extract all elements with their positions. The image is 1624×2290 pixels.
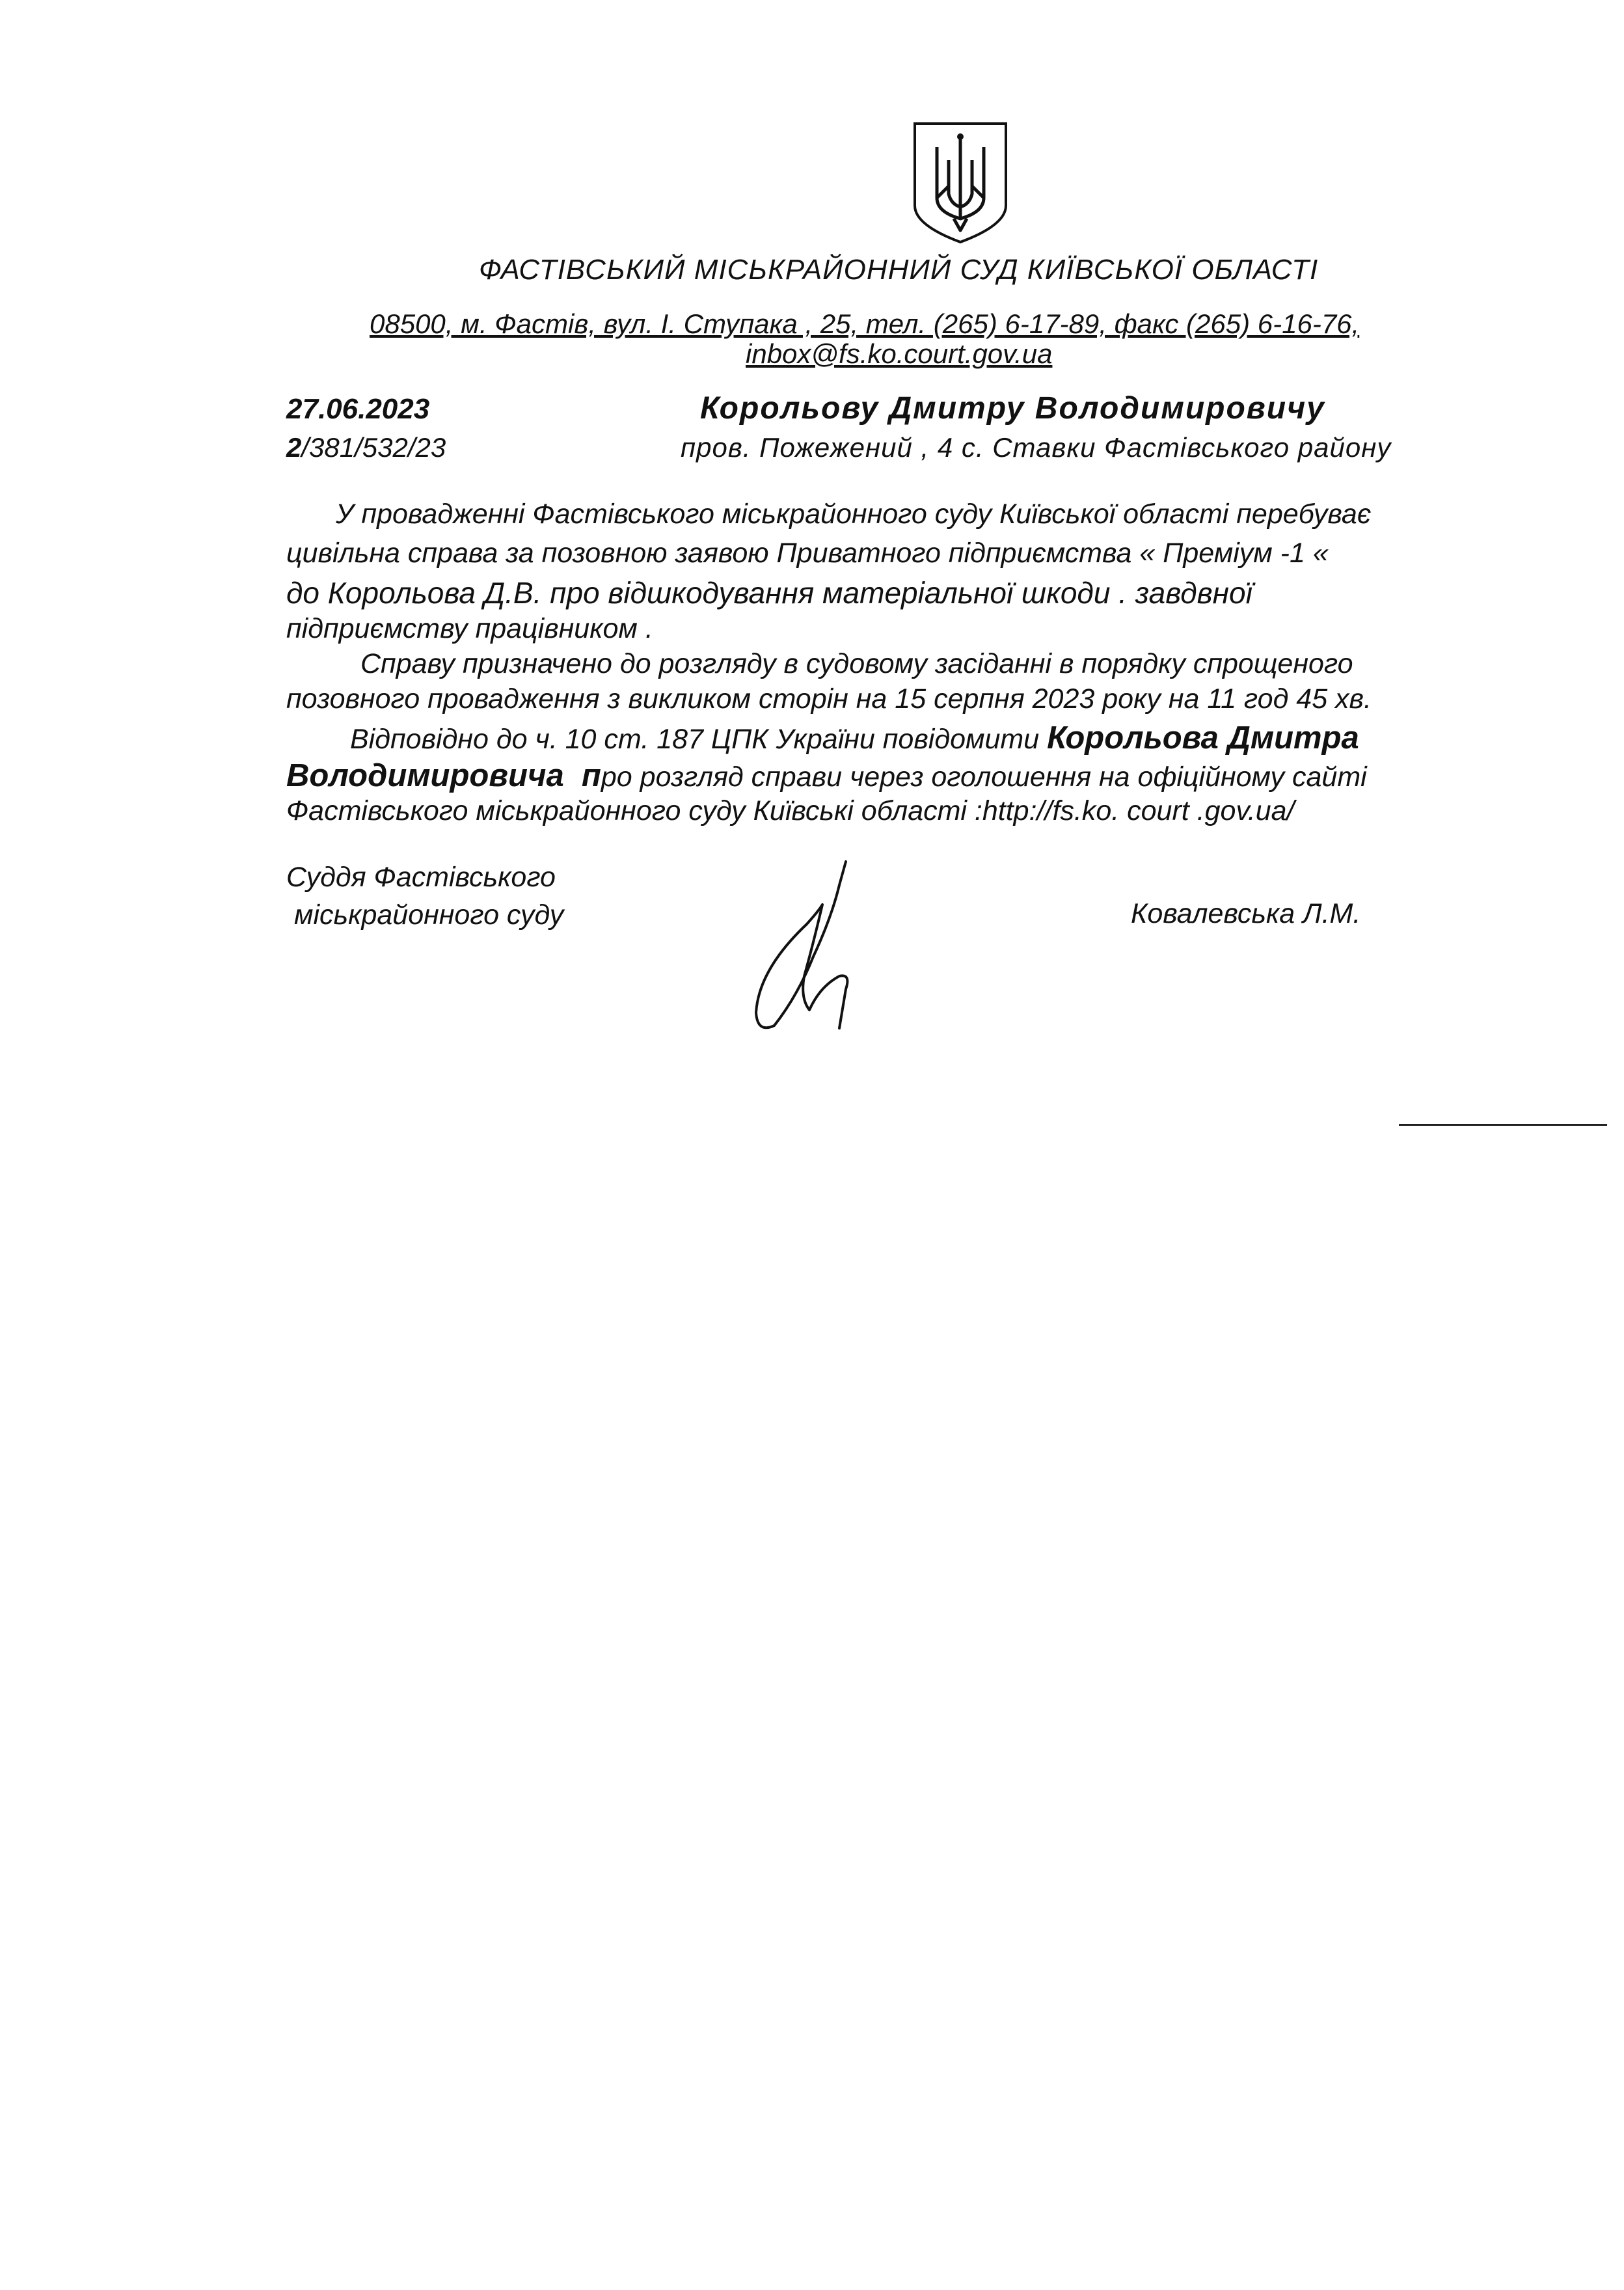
court-name: ФАСТІВСЬКИЙ МІСЬКРАЙОННИЙ СУД КИЇВСЬКОЇ ОБЛАСТІ <box>479 254 1319 286</box>
case-number-rest: /381/532/23 <box>301 432 446 463</box>
body-line-3: до Корольова Д.В. про відшкодування матеріальної шкоди . завдвної <box>286 576 1252 610</box>
body-line-1: У провадженні Фастівського міськрайонного суду Київської області перебуває <box>336 498 1372 530</box>
recipient-name: Корольову Дмитру Володимировичу <box>700 391 1325 426</box>
body-line-5: Справу призначено до розгляду в судовому засіданні в порядку спрощеного <box>360 648 1353 679</box>
body-line-7-bold-name: Корольова Дмитра <box>1047 720 1359 756</box>
judge-title-line-1: Суддя Фастівського <box>286 862 556 893</box>
court-address: 08500, м. Фастів, вул. І. Ступака , 25, тел. (265) 6-17-89, факс (265) 6-16-76, <box>370 308 1360 339</box>
case-number-prefix: 2 <box>286 432 302 463</box>
handwritten-signature <box>742 859 872 1035</box>
horizontal-rule <box>1399 1124 1607 1126</box>
body-line-8-bold-name: Володимировича <box>286 758 564 793</box>
body-line-7 <box>350 720 1359 756</box>
body-line-9: Фастівського міськрайонного суду Київські області :http://fs.ko. court .gov.ua/ <box>286 795 1295 826</box>
judge-title-line-2: міськрайонного суду <box>294 899 564 931</box>
judge-name: Ковалевська Л.М. <box>1131 898 1361 929</box>
body-line-8-text: ро розгляд справи через оголошення на офіційному сайті <box>601 761 1367 793</box>
recipient-address: пров. Пожежений , 4 с. Ставки Фастівського району <box>681 432 1392 463</box>
letter-date: 27.06.2023 <box>286 393 430 425</box>
body-line-6: позовного провадження з викликом сторін на 15 серпня 2023 року на 11 год 45 хв. <box>286 683 1372 715</box>
court-email[interactable] <box>746 338 1052 370</box>
body-line-8 <box>286 757 1367 794</box>
body-line-2: цивільна справа за позовною заявою Приватного підприємства « Преміум -1 « <box>286 538 1329 569</box>
case-number <box>286 432 446 463</box>
trident-coat-of-arms-icon <box>911 121 1010 245</box>
body-line-4: підприємству працівником . <box>286 613 653 644</box>
body-line-8-bold-letter: п <box>563 758 601 793</box>
body-line-7-text: Відповідно до ч. 10 ст. 187 ЦПК України повідомити <box>350 724 1048 755</box>
court-email-text[interactable]: inbox@fs.ko.court.gov.ua <box>746 338 1053 369</box>
